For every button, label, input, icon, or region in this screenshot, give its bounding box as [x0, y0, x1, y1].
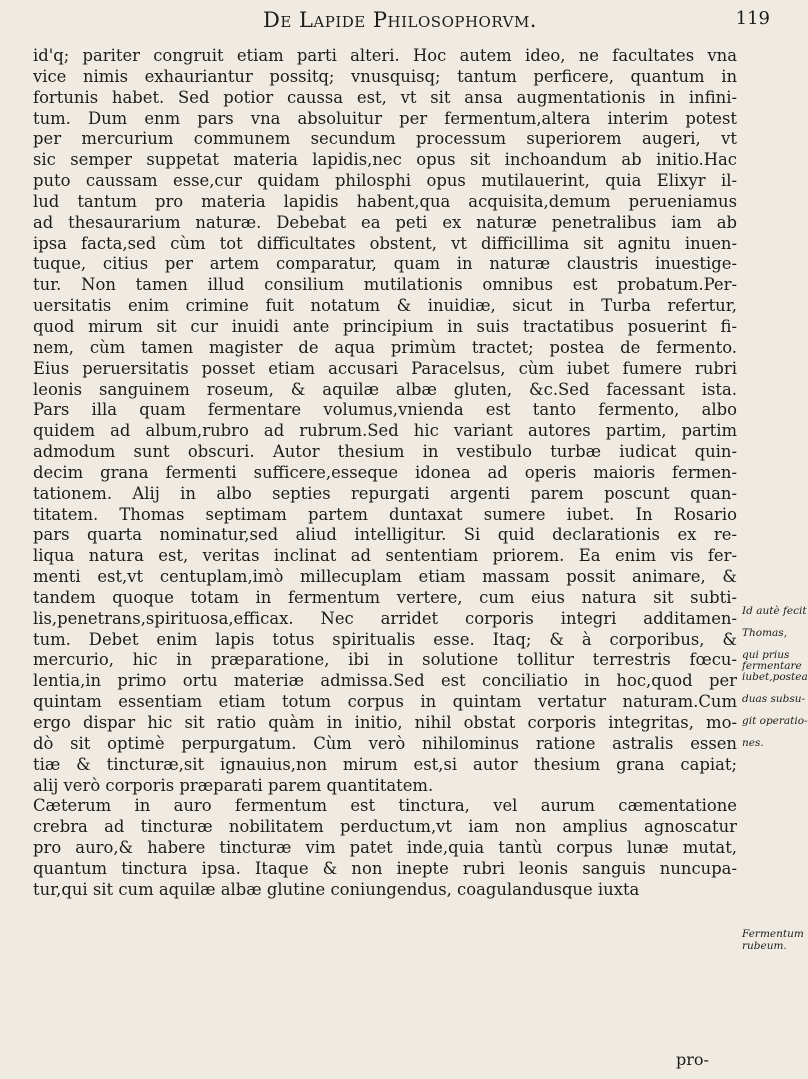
text-line: tum. Dum enm pars vna absoluitur per fermentum,altera interim potest: [33, 108, 737, 128]
page-header: [0, 0, 800, 46]
margin-note: fermentare: [742, 660, 802, 672]
text-line: tur. Non tamen illud consilium mutilationis omnibus est probatum.Per-: [33, 275, 737, 295]
margin-note: nes.: [742, 737, 764, 749]
catchword: pro-: [676, 1050, 709, 1069]
text-line: tandem quoque totam in fermentum vertere, cum eius natura sit subti-: [33, 587, 737, 607]
text-line: decim grana fermenti sufficere,esseque idonea ad operis maioris fermen-: [33, 462, 737, 482]
text-line: admodum sunt obscuri. Autor thesium in vestibulo turbæ iudicat quin-: [33, 442, 737, 462]
text-line: quod mirum sit cur inuidi ante principium in suis tractatibus posuerint fi-: [33, 316, 737, 336]
text-line: pro auro,& habere tincturæ vim patet inde,quia tantù corpus lunæ mutat,: [33, 838, 737, 858]
text-line: alij verò corporis præparati parem quantitatem.: [33, 775, 434, 795]
text-line: tuque, citius per artem comparatur, quam in naturæ claustris inuestige-: [33, 254, 737, 274]
margin-note: duas subsu-: [742, 693, 806, 705]
body-text: [33, 46, 737, 901]
text-line: tur,qui sit cum aquilæ albæ glutine coniungendus, coagulandusque iuxta: [33, 879, 640, 899]
text-line: quintam essentiam etiam totum corpus in quintam vertatur naturam.Cum: [33, 692, 737, 712]
text-line: leonis sanguinem roseum, & aquilæ albæ gluten, &c.Sed facessant ista.: [33, 379, 737, 399]
text-line: lentia,in primo ortu materiæ admissa.Sed est conciliatio in hoc,quod per: [33, 671, 737, 691]
text-line: lis,penetrans,spirituosa,efficax. Nec arridet corporis integri additamen-: [33, 608, 737, 628]
text-line: nem, cùm tamen magister de aqua primùm tractet; postea de fermento.: [33, 337, 737, 357]
margin-note: Thomas,: [742, 627, 788, 639]
margin-note: Fermentum: [742, 928, 804, 940]
text-line: mercurio, hic in præparatione, ibi in solutione tollitur terrestris fœcu-: [33, 650, 737, 670]
text-line: id'q; pariter congruit etiam parti alteri. Hoc autem ideo, ne facultates vna: [33, 46, 737, 65]
text-line: quidem ad album,rubro ad rubrum.Sed hic variant autores partim, partim: [33, 421, 737, 441]
text-line: puto caussam esse,cur quidam philosphi opus mutilauerint, quia Elixyr il-: [33, 171, 737, 191]
text-line: uersitatis enim crimine fuit notatum & inuidiæ, sicut in Turba refertur,: [33, 296, 737, 316]
margin-note: qui prius: [742, 649, 790, 661]
text-line: fortunis habet. Sed potior caussa est, vt sit ansa augmentationis in infini-: [33, 87, 737, 107]
text-line: sic semper suppetat materia lapidis,nec opus sit inchoandum ab initio.Hac: [33, 150, 737, 170]
text-line: lud tantum pro materia lapidis habent,qua acquisita,demum perueniamus: [33, 191, 737, 211]
text-line: vice nimis exhauriantur possitq; vnusquisq; tantum perficere, quantum in: [33, 66, 737, 86]
text-line: liqua natura est, veritas inclinat ad sententiam priorem. Ea enim vis fer-: [33, 546, 737, 566]
text-line: ipsa facta,sed cùm tot difficultates obstent, vt difficillima sit agnitu inuen-: [33, 233, 737, 253]
text-line: tationem. Alij in albo septies repurgati argenti parem poscunt quan-: [33, 483, 737, 503]
running-title: De Lapide Philosophorvm.: [263, 8, 537, 32]
text-line: Cæterum in auro fermentum est tinctura, vel aurum cæmentatione: [33, 796, 737, 816]
text-line: Eius peruersitatis posset etiam accusari Paracelsus, cùm iubet fumere rubri: [33, 358, 737, 378]
text-line: quantum tinctura ipsa. Itaque & non inepte rubri leonis sanguis nuncupa-: [33, 858, 737, 878]
page-number: 119: [735, 8, 770, 29]
margin-note: rubeum.: [742, 940, 787, 952]
text-line: tiæ & tincturæ,sit ignauius,non mirum est,si autor thesium grana capiat;: [33, 754, 737, 774]
margin-note: iubet,postea: [742, 671, 808, 683]
text-line: crebra ad tincturæ nobilitatem perductum,vt iam non amplius agnoscatur: [33, 817, 737, 837]
text-line: tum. Debet enim lapis totus spiritualis esse. Itaq; & à corporibus, &: [33, 629, 737, 649]
text-line: ergo dispar hic sit ratio quàm in initio, nihil obstat corporis integritas, mo-: [33, 713, 737, 732]
text-line: dò sit optimè perpurgatum. Cùm verò nihilominus ratione astralis essen: [33, 733, 737, 753]
text-line: menti est,vt centuplam,imò millecuplam etiam massam possit animare, &: [33, 567, 737, 587]
text-line: titatem. Thomas septimam partem duntaxat sumere iubet. In Rosario: [33, 504, 737, 524]
text-line: pars quarta nominatur,sed aliud intelligitur. Si quid declarationis ex re-: [33, 525, 737, 545]
text-line: Pars illa quam fermentare volumus,vnienda est tanto fermento, albo: [33, 400, 737, 420]
margin-note: Id autè fecit: [742, 605, 807, 617]
text-line: ad thesaurarium naturæ. Debebat ea peti ex naturæ penetralibus iam ab: [33, 212, 737, 232]
margin-note: git operatio-: [742, 715, 808, 727]
text-line: per mercurium communem secundum processum superiorem augeri, vt: [33, 129, 737, 149]
